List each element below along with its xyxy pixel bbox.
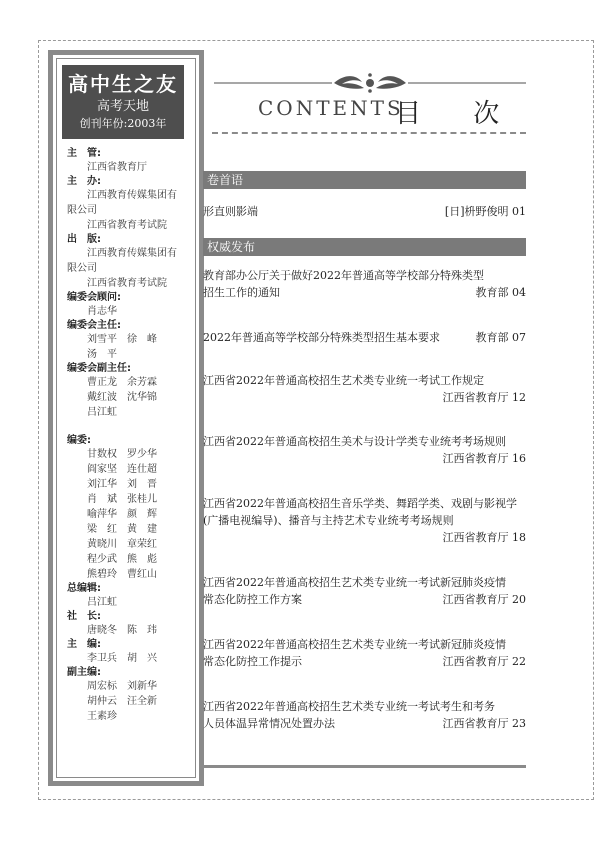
masthead-logo (62, 65, 184, 139)
staff-role: 编委会顾问: (67, 292, 121, 303)
entry-meta: 江西省教育厅 16 (442, 452, 526, 465)
staff-role: 社 长: (67, 611, 101, 622)
staff-name: 吕江虹 (87, 597, 117, 608)
section-bar-official-release: 权威发布 (203, 238, 526, 256)
staff-name: 王素珍 (87, 711, 117, 722)
entry-meta: 江西省教育厅 20 (442, 593, 526, 606)
staff-role: 编委会主任: (67, 320, 121, 331)
entry-title-cont: 常态化防控工作方案 (203, 593, 302, 606)
staff-name: 胡仲云 汪全新 (87, 696, 157, 707)
toc-entry[interactable] (203, 433, 526, 467)
toc-entry[interactable] (203, 267, 526, 301)
magazine-title: 高中生之友 (68, 72, 178, 96)
entry-meta: [日]枡野俊明 01 (444, 205, 526, 218)
mulu-heading: 目 次 (395, 99, 522, 129)
staff-role: 总编辑: (67, 583, 101, 594)
toc-entry[interactable] (203, 574, 526, 608)
masthead-sidebar (48, 50, 204, 786)
entry-meta: 教育部 04 (475, 286, 526, 299)
staff-role: 副主编: (67, 667, 101, 678)
staff-name: 周宏标 刘新华 (87, 681, 157, 692)
staff-name: 肖志华 (87, 306, 117, 317)
staff-name: 江西省教育考试院 (87, 220, 167, 231)
staff-name: 喻萍华 颜 辉 (87, 509, 157, 520)
entry-title: 形直则影端 (203, 205, 258, 218)
toc-entry[interactable] (203, 636, 526, 670)
entry-meta: 江西省教育厅 23 (442, 717, 526, 730)
staff-name: 甘数权 罗少华 (87, 449, 157, 460)
staff-role: 编委会副主任: (67, 363, 131, 374)
entry-title-cont: 常态化防控工作提示 (203, 655, 302, 668)
bottom-rule (203, 765, 526, 768)
staff-name: 江西省教育考试院 (87, 278, 167, 289)
toc-entry[interactable] (203, 372, 526, 406)
entry-title-cont: (广播电视编导)、播音与主持艺术专业统考考场规则 (203, 514, 454, 527)
entry-title: 江西省2022年普通高校招生美术与设计学类专业统考考场规则 (203, 435, 506, 448)
staff-name: 程少武 熊 彪 (87, 554, 157, 565)
staff-role: 出 版: (67, 234, 101, 245)
staff-name: 江西省教育厅 (87, 162, 147, 173)
staff-name: 李卫兵 胡 兴 (87, 653, 157, 664)
staff-name: 黄晓川 章荣红 (87, 539, 157, 550)
entry-title: 教育部办公厅关于做好2022年普通高等学校部分特殊类型 (203, 269, 484, 282)
staff-list (67, 147, 191, 724)
entry-meta: 教育部 07 (475, 331, 526, 344)
toc-entry[interactable] (203, 329, 526, 346)
staff-name: 刘江华 刘 晋 (87, 479, 157, 490)
staff-name: 江西教育传媒集团有 (87, 248, 177, 259)
staff-name: 梁 红 黄 建 (87, 524, 157, 535)
staff-role: 主 编: (67, 639, 101, 650)
toc-entry[interactable] (203, 495, 526, 546)
staff-name: 刘雪平 徐 峰 (87, 334, 157, 345)
entry-title: 江西省2022年普通高校招生艺术类专业统一考试新冠肺炎疫情 (203, 576, 506, 589)
staff-name: 曹正龙 余芳霖 (87, 377, 157, 388)
staff-name: 熊碧玲 曹红山 (87, 569, 157, 580)
section-bar-preface: 卷首语 (203, 171, 526, 189)
magazine-subtitle: 高考天地 (96, 99, 149, 114)
founding-year: 创刊年份:2003年 (79, 117, 167, 130)
entry-meta: 江西省教育厅 12 (442, 391, 526, 404)
entry-title-cont: 人员体温异常情况处置办法 (203, 717, 335, 730)
entry-title: 江西省2022年普通高校招生艺术类专业统一考试新冠肺炎疫情 (203, 638, 506, 651)
entry-title: 江西省2022年普通高校招生艺术类专业统一考试工作规定 (203, 374, 484, 387)
header-dashed-rule (212, 132, 526, 134)
staff-name: 吕江虹 (87, 407, 117, 418)
entry-title: 江西省2022年普通高校招生艺术类专业统一考试考生和考务 (203, 700, 495, 713)
staff-name: 阎家坚 连仕超 (87, 464, 157, 475)
entry-meta: 江西省教育厅 22 (442, 655, 526, 668)
staff-name: 肖 斌 张桂儿 (87, 494, 157, 505)
staff-role: 编委: (67, 435, 91, 446)
toc-entry[interactable] (203, 203, 526, 220)
staff-name: 唐晓冬 陈 玮 (87, 625, 157, 636)
toc-entry[interactable] (203, 698, 526, 732)
entry-title: 江西省2022年普通高校招生音乐学类、舞蹈学类、戏剧与影视学 (203, 497, 517, 510)
staff-name: 限公司 (67, 205, 97, 216)
staff-name: 汤 平 (87, 349, 117, 360)
staff-role: 主 办: (67, 176, 101, 187)
entry-title-cont: 招生工作的通知 (203, 286, 280, 299)
contents-heading: CONTENTS (258, 96, 404, 120)
staff-role: 主 管: (67, 148, 101, 159)
staff-name: 江西教育传媒集团有 (87, 190, 177, 201)
spacer (67, 420, 191, 434)
entry-meta: 江西省教育厅 18 (442, 531, 526, 544)
staff-name: 限公司 (67, 263, 97, 274)
staff-name: 戴红波 沈华锦 (87, 392, 157, 403)
entry-title: 2022年普通高等学校部分特殊类型招生基本要求 (203, 331, 440, 344)
